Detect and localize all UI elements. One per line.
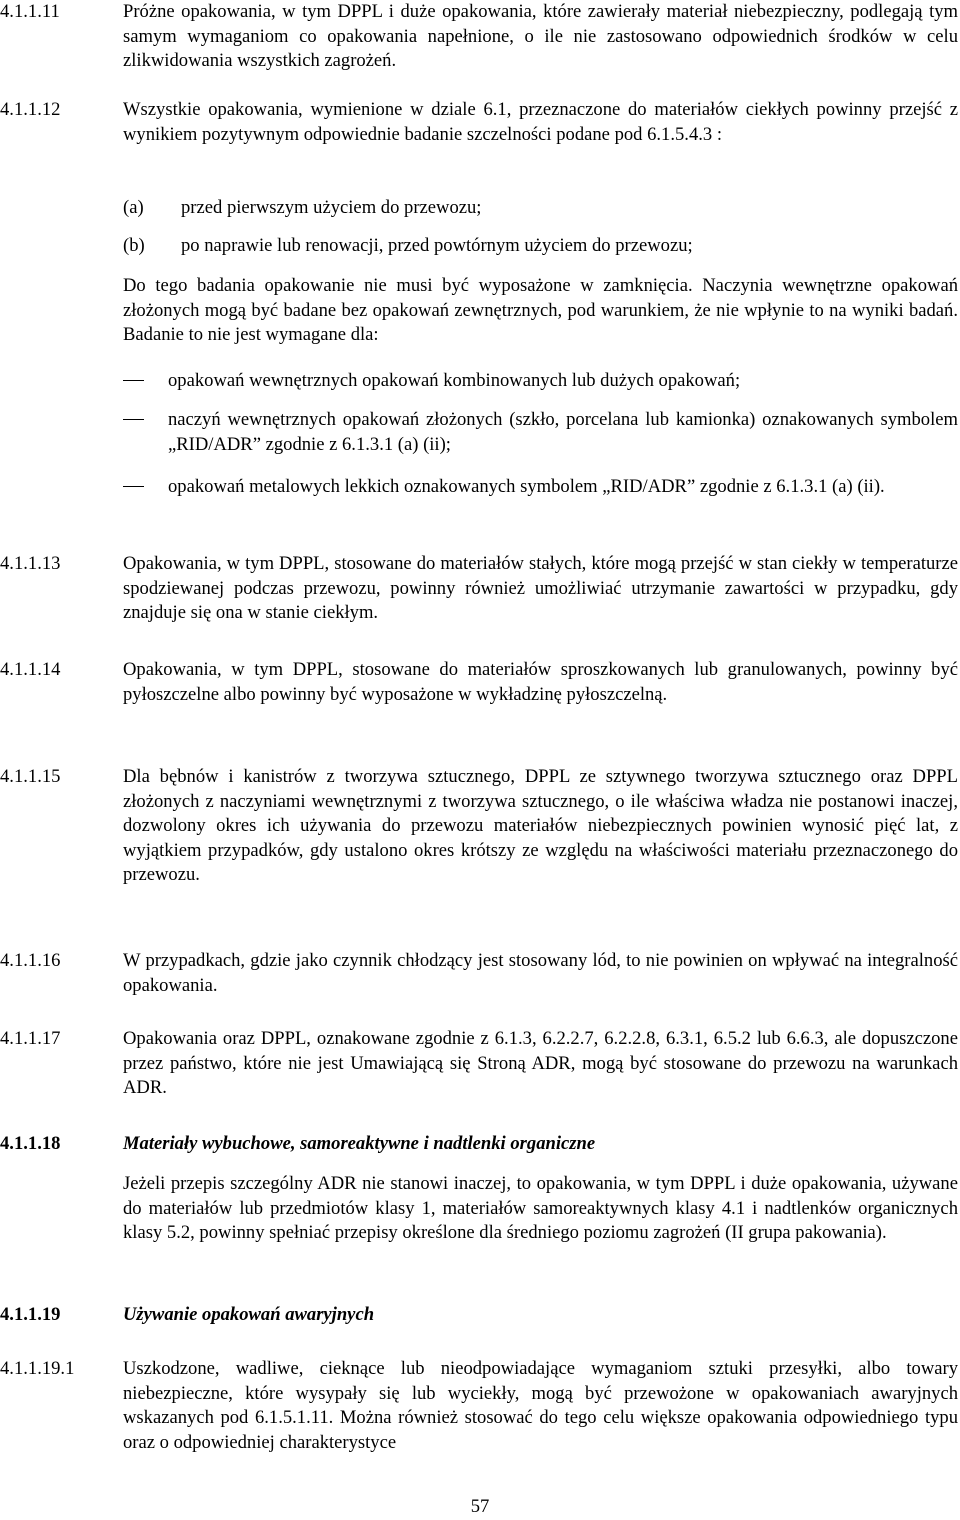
section-text: W przypadkach, gdzie jako czynnik chłodzący jest stosowany lód, to nie powinien on wpływać na integralność opakowania. bbox=[123, 950, 958, 996]
page-number: 57 bbox=[470, 1496, 490, 1517]
section-text: Uszkodzone, wadliwe, cieknące lub nieodpowiadające wymaganiom sztuki przesyłki, albo towary niebezpieczne, które wysypały się lub wyciekły, mogą być przewożone w opakowaniach awaryjnych wskazanych pod 6.1.5.1.11. Można również stosować do tego celu większe opakowania odpowiedniego typu oraz o odpowiedniej charakterystyce bbox=[123, 1358, 958, 1453]
paragraph: Jeżeli przepis szczególny ADR nie stanowi inaczej, to opakowania, w tym DPPL i duże opakowania, używane do materiałów lub przedmiotów klasy 1, materiałów samoreaktywnych klasy 4.1 i nadtlenków organicznych klasy 5.2, powinny spełniać przepisy określone dla średniego poziomu zagrożeń (II grupa pakowania). bbox=[123, 1173, 958, 1244]
list-item-text: przed pierwszym użyciem do przewozu; bbox=[181, 197, 482, 218]
section-title: Materiały wybuchowe, samoreaktywne i nadtlenki organiczne bbox=[123, 1133, 596, 1154]
section-4-1-1-19 bbox=[0, 1303, 958, 1328]
list-item-b bbox=[123, 234, 958, 259]
section-text: Dla bębnów i kanistrów z tworzywa sztucznego, DPPL ze sztywnego tworzywa sztucznego oraz DPPL złożonych z naczyniami wewnętrznymi z tworzywa sztucznego, o ile właściwa władza nie postanowi inaczej, dozwolony okres ich używania do przewozu materiałów niebezpiecznych powinien wynosić pięć lat, z wyjątkiem przypadków, gdy ustalono okres krótszy ze względu na właściwości materiału przeznaczonego do przewozu. bbox=[123, 766, 958, 886]
list-item-text: po naprawie lub renowacji, przed powtórnym użyciem do przewozu; bbox=[181, 235, 693, 256]
dash-item-text: naczyń wewnętrznych opakowań złożonych (szkło, porcelana lub kamionka) oznakowanych symbolem „RID/ADR” zgodnie z 6.1.3.1 (a) (ii); bbox=[168, 409, 958, 455]
dash-item bbox=[123, 475, 958, 500]
section-text: Wszystkie opakowania, wymienione w dziale 6.1, przeznaczone do materiałów ciekłych powinny przejść z wynikiem pozytywnym odpowiednie badanie szczelności podane pod 6.1.5.4.3 : bbox=[123, 99, 958, 145]
paragraph: Do tego badania opakowanie nie musi być wyposażone w zamknięcia. Naczynia wewnętrzne opakowań złożonych mogą być badane bez opakowań zewnętrznych, pod warunkiem, że nie wpłynie to na wyniki badań. Badanie to nie jest wymagane dla: bbox=[123, 275, 958, 346]
section-4-1-1-19-1 bbox=[0, 1357, 958, 1455]
list-item-a bbox=[123, 196, 958, 221]
section-4-1-1-12 bbox=[0, 98, 958, 147]
section-text: Opakowania, w tym DPPL, stosowane do materiałów stałych, które mogą przejść w stan ciekły w temperaturze spodziewanej podczas przewozu, powinny również umożliwiać utrzymanie zawartości w przypadku, gdy znajduje się ona w stanie ciekłym. bbox=[123, 553, 958, 624]
dash-item bbox=[123, 408, 958, 457]
dash-item bbox=[123, 369, 958, 394]
dash-bullet bbox=[123, 486, 144, 487]
section-4-1-1-17 bbox=[0, 1027, 958, 1101]
list-item-label: (b) bbox=[123, 235, 145, 256]
section-4-1-1-11 bbox=[0, 0, 958, 74]
dash-item-text: opakowań wewnętrznych opakowań kombinowanych lub dużych opakowań; bbox=[168, 370, 741, 391]
section-number: 4.1.1.16 bbox=[0, 950, 61, 971]
section-4-1-1-18 bbox=[0, 1132, 958, 1157]
section-number: 4.1.1.15 bbox=[0, 766, 61, 787]
section-number: 4.1.1.19.1 bbox=[0, 1358, 75, 1379]
section-4-1-1-13 bbox=[0, 552, 958, 626]
list-item-label: (a) bbox=[123, 197, 144, 218]
section-number: 4.1.1.19 bbox=[0, 1304, 61, 1325]
section-4-1-1-16 bbox=[0, 949, 958, 998]
dash-item-text: opakowań metalowych lekkich oznakowanych symbolem „RID/ADR” zgodnie z 6.1.3.1 (a) (ii). bbox=[168, 476, 885, 497]
dash-bullet bbox=[123, 380, 144, 381]
section-text: Opakowania oraz DPPL, oznakowane zgodnie z 6.1.3, 6.2.2.7, 6.2.2.8, 6.3.1, 6.5.2 lub 6.6.3, ale dopuszczone przez państwo, które nie jest Umawiającą się Stroną ADR, mogą być stosowane do przewozu na warunkach ADR. bbox=[123, 1028, 958, 1099]
dash-bullet bbox=[123, 419, 144, 420]
section-number: 4.1.1.18 bbox=[0, 1133, 61, 1154]
section-number: 4.1.1.17 bbox=[0, 1028, 61, 1049]
section-4-1-1-14 bbox=[0, 658, 958, 707]
section-number: 4.1.1.13 bbox=[0, 553, 61, 574]
section-text: Opakowania, w tym DPPL, stosowane do materiałów sproszkowanych lub granulowanych, powinny być pyłoszczelne albo powinny być wyposażone w wykładzinę pyłoszczelną. bbox=[123, 659, 958, 705]
section-4-1-1-15 bbox=[0, 765, 958, 888]
section-title: Używanie opakowań awaryjnych bbox=[123, 1304, 375, 1325]
section-text: Próżne opakowania, w tym DPPL i duże opakowania, które zawierały materiał niebezpieczny, podlegają tym samym wymaganiom co opakowania napełnione, o ile nie zastosowano odpowiednich środków w celu zlikwidowania wszystkich zagrożeń. bbox=[123, 1, 958, 72]
section-number: 4.1.1.12 bbox=[0, 99, 61, 120]
section-number: 4.1.1.14 bbox=[0, 659, 61, 680]
section-number: 4.1.1.11 bbox=[0, 1, 60, 22]
